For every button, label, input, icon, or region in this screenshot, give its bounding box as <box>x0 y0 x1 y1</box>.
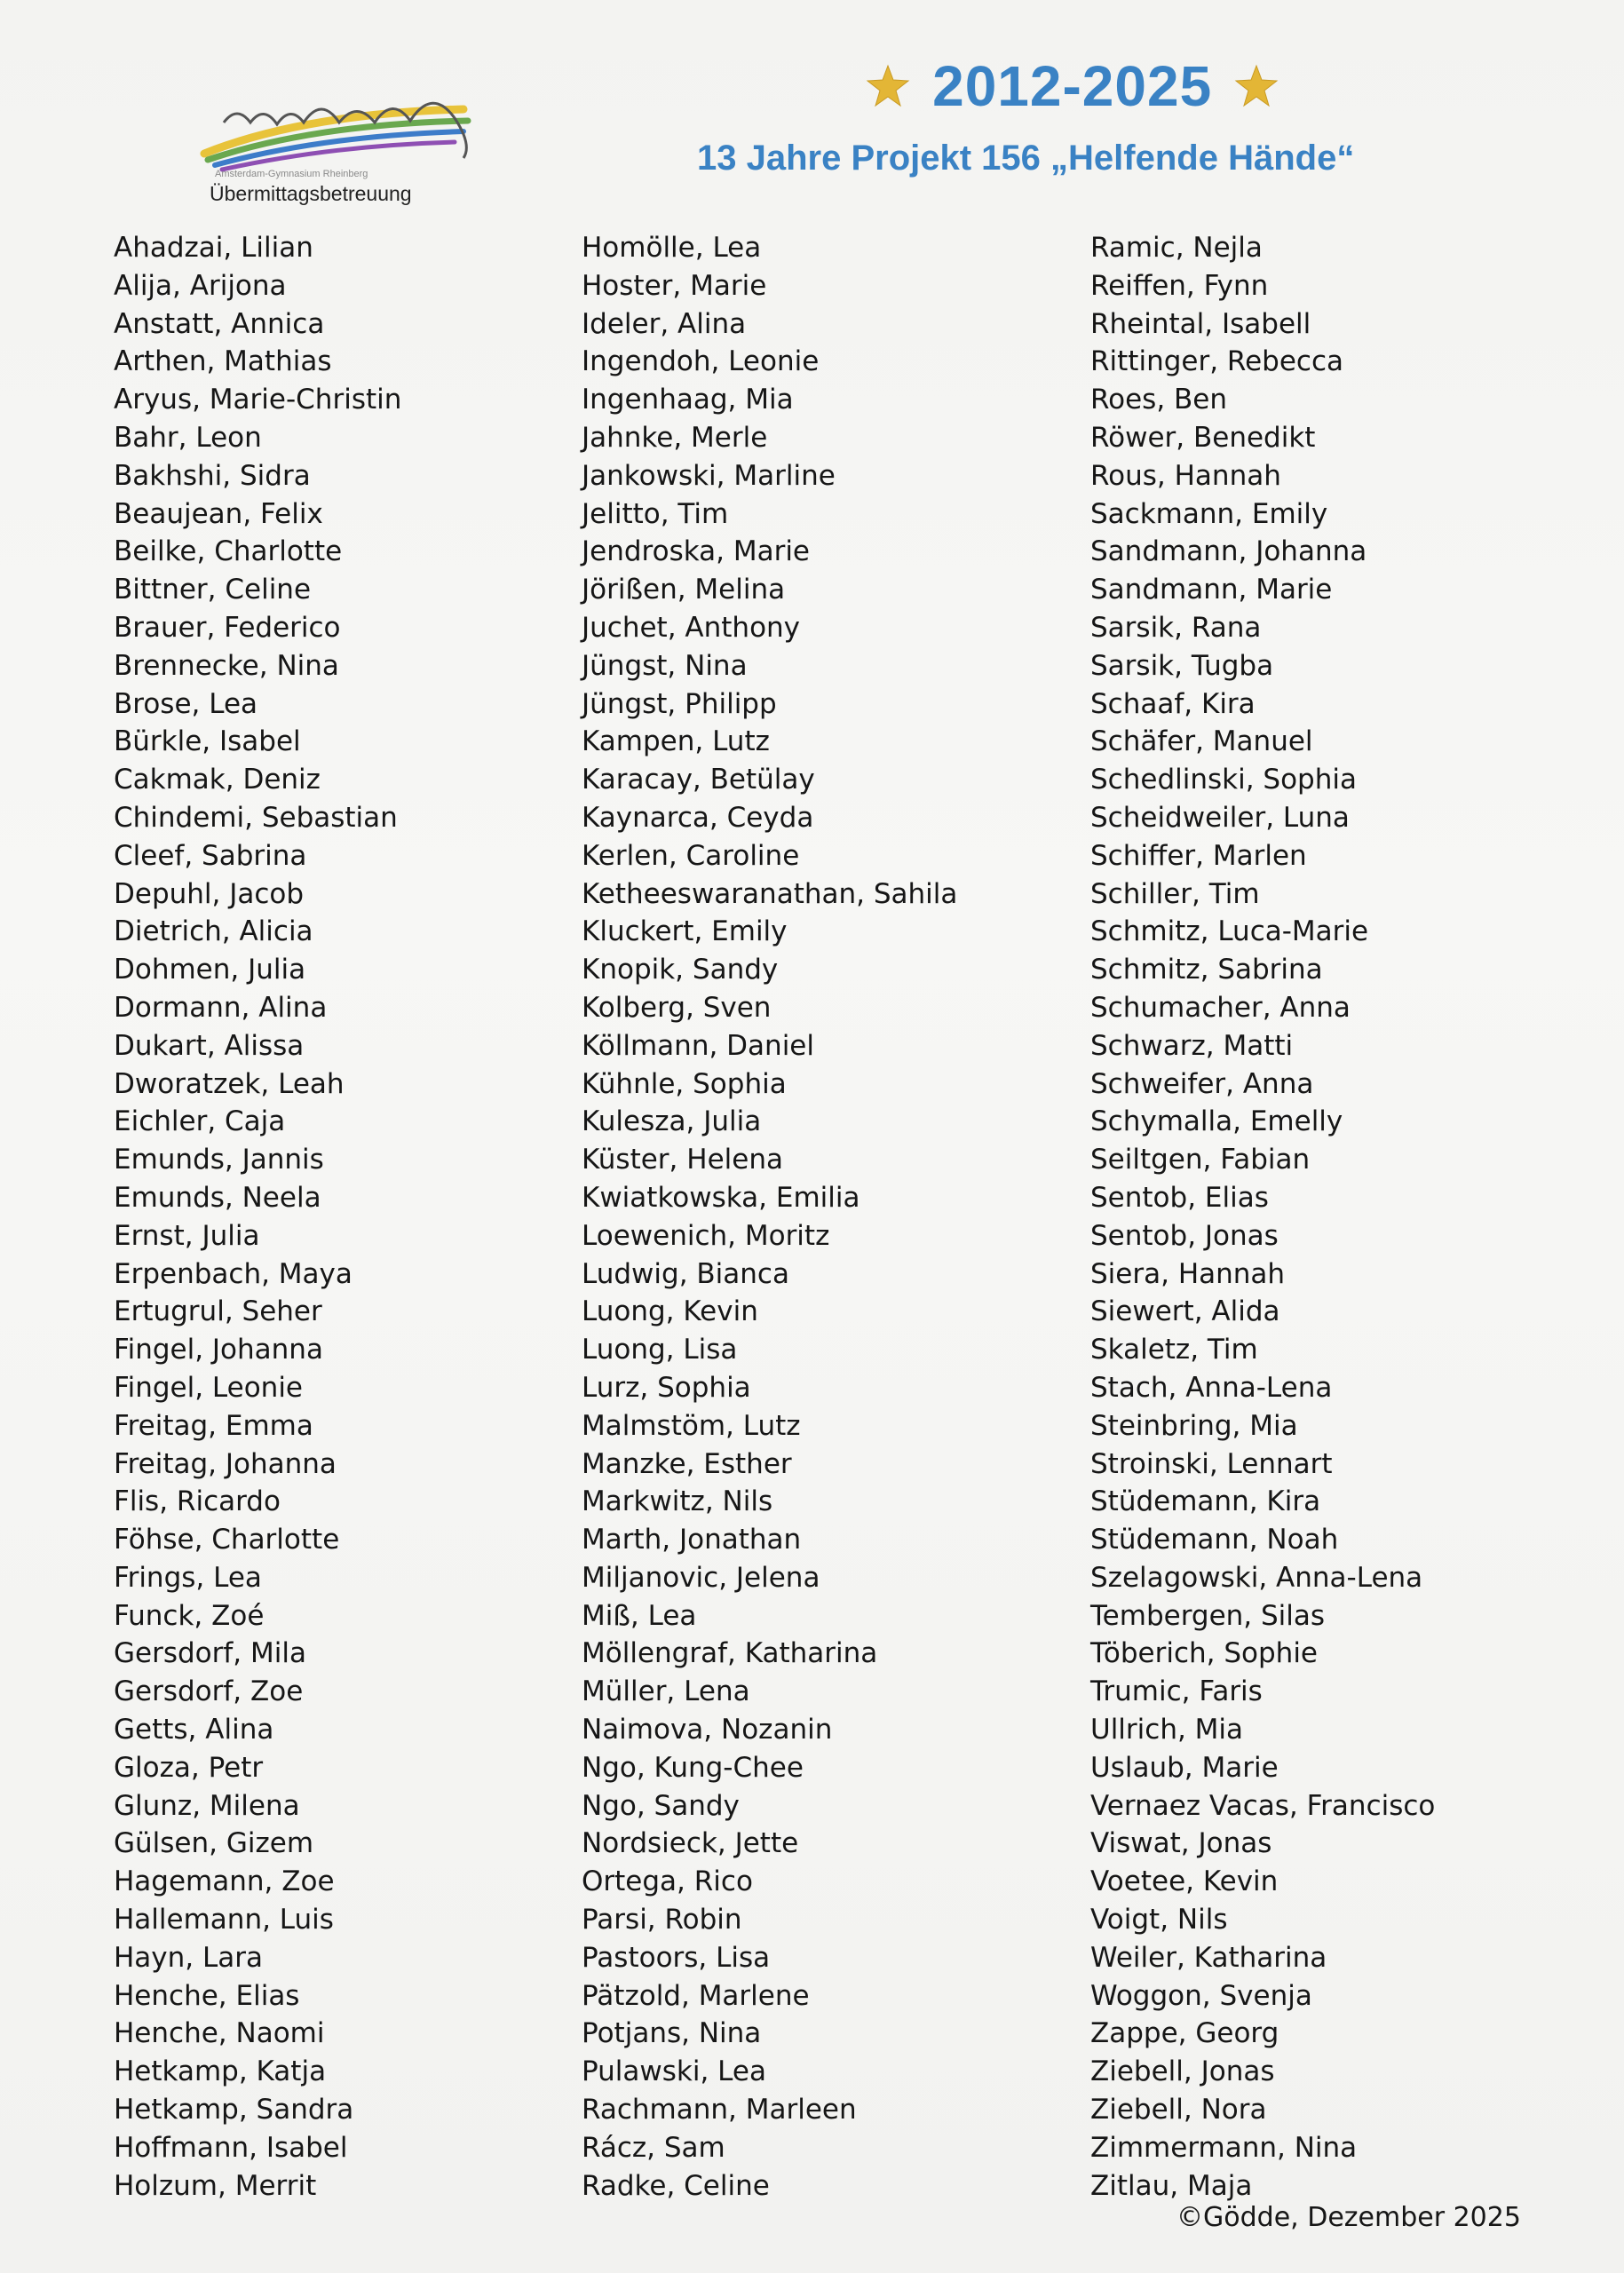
name-entry: Sentob, Elias <box>1090 1181 1269 1214</box>
name-entry: Dworatzek, Leah <box>114 1067 345 1100</box>
logo-subtitle: Übermittagsbetreuung <box>210 182 412 205</box>
name-entry: Jendroska, Marie <box>582 535 811 568</box>
copyright-footer: ©Gödde, Dezember 2025 <box>1176 2202 1521 2233</box>
name-entry: Brennecke, Nina <box>114 649 339 682</box>
name-entry: Kwiatkowska, Emilia <box>582 1181 860 1214</box>
name-entry: Markwitz, Nils <box>582 1485 773 1518</box>
name-entry: Henche, Elias <box>114 1979 300 2012</box>
name-entry: Schedlinski, Sophia <box>1090 764 1357 796</box>
name-entry: Rachmann, Marleen <box>582 2094 857 2126</box>
name-entry: Gloza, Petr <box>114 1751 264 1784</box>
name-entry: Möllengraf, Katharina <box>582 1637 878 1670</box>
name-entry: Arthen, Mathias <box>114 345 332 378</box>
name-entry: Beilke, Charlotte <box>114 535 343 568</box>
title-row <box>866 53 1279 133</box>
name-entry: Brose, Lea <box>114 687 258 720</box>
name-entry: Jankowski, Marline <box>582 459 836 492</box>
name-entry: Reiffen, Fynn <box>1090 269 1269 302</box>
page-subtitle: 13 Jahre Projekt 156 „Helfende Hände“ <box>697 139 1355 178</box>
name-entry: Stüdemann, Kira <box>1090 1485 1321 1518</box>
logo-school-name: Amsterdam-Gymnasium Rheinberg <box>215 169 368 179</box>
name-entry: Pastoors, Lisa <box>582 1941 771 1974</box>
name-entry: Miljanovic, Jelena <box>582 1561 820 1594</box>
name-entry: Gersdorf, Zoe <box>114 1675 304 1708</box>
name-entry: Köllmann, Daniel <box>582 1029 814 1062</box>
name-entry: Kulesza, Julia <box>582 1105 762 1138</box>
name-entry: Hetkamp, Sandra <box>114 2094 354 2126</box>
name-entry: Ortega, Rico <box>582 1865 753 1898</box>
name-entry: Chindemi, Sebastian <box>114 801 398 834</box>
name-entry: Kolberg, Sven <box>582 991 772 1024</box>
name-entry: Dohmen, Julia <box>114 954 306 986</box>
name-entry: Fingel, Leonie <box>114 1371 304 1404</box>
name-column-3 <box>1090 229 1435 2205</box>
page-header <box>675 53 1598 195</box>
name-entry: Schaaf, Kira <box>1090 687 1256 720</box>
name-entry: Tembergen, Silas <box>1090 1599 1326 1632</box>
name-entry: Föhse, Charlotte <box>114 1524 340 1556</box>
name-entry: Woggon, Svenja <box>1090 1979 1312 2012</box>
name-entry: Schiffer, Marlen <box>1090 839 1307 872</box>
name-entry: Ernst, Julia <box>114 1219 260 1252</box>
name-entry: Ngo, Kung-Chee <box>582 1751 804 1784</box>
star-icon <box>866 64 910 108</box>
name-entry: Gülsen, Gizem <box>114 1827 314 1860</box>
name-entry: Jörißen, Melina <box>582 574 786 606</box>
star-icon <box>1234 64 1279 108</box>
name-entry: Knopik, Sandy <box>582 954 779 986</box>
name-entry: Funck, Zoé <box>114 1599 265 1632</box>
name-entry: Ingendoh, Leonie <box>582 345 820 378</box>
name-column-2 <box>582 229 957 2205</box>
name-entry: Parsi, Robin <box>582 1904 742 1936</box>
name-entry: Ideler, Alina <box>582 307 747 340</box>
name-entry: Bittner, Celine <box>114 574 312 606</box>
name-entry: Luong, Kevin <box>582 1295 758 1328</box>
name-entry: Hayn, Lara <box>114 1941 264 1974</box>
name-entry: Miß, Lea <box>582 1599 697 1632</box>
name-entry: Cakmak, Deniz <box>114 764 321 796</box>
name-entry: Loewenich, Moritz <box>582 1219 830 1252</box>
name-entry: Dormann, Alina <box>114 991 328 1024</box>
name-entry: Bakhshi, Sidra <box>114 459 311 492</box>
name-entry: Manzke, Esther <box>582 1447 792 1480</box>
name-entry: Roes, Ben <box>1090 384 1228 416</box>
name-entry: Schwarz, Matti <box>1090 1029 1294 1062</box>
name-entry: Jelitto, Tim <box>582 497 729 530</box>
name-entry: Scheidweiler, Luna <box>1090 801 1350 834</box>
name-entry: Bürkle, Isabel <box>114 725 301 758</box>
name-entry: Schweifer, Anna <box>1090 1067 1314 1100</box>
name-entry: Dukart, Alissa <box>114 1029 305 1062</box>
name-entry: Ziebell, Jonas <box>1090 2055 1275 2088</box>
name-entry: Anstatt, Annica <box>114 307 325 340</box>
name-entry: Seiltgen, Fabian <box>1090 1144 1311 1176</box>
name-entry: Henche, Naomi <box>114 2017 325 2050</box>
name-entry: Glunz, Milena <box>114 1789 300 1822</box>
name-entry: Hagemann, Zoe <box>114 1865 335 1898</box>
name-entry: Voetee, Kevin <box>1090 1865 1279 1898</box>
name-entry: Rittinger, Rebecca <box>1090 345 1343 378</box>
name-entry: Ramic, Nejla <box>1090 232 1263 264</box>
name-entry: Erpenbach, Maya <box>114 1257 353 1290</box>
name-entry: Holzum, Merrit <box>114 2169 317 2202</box>
name-entry: Stüdemann, Noah <box>1090 1524 1339 1556</box>
name-entry: Schmitz, Sabrina <box>1090 954 1323 986</box>
name-entry: Vernaez Vacas, Francisco <box>1090 1789 1436 1822</box>
name-entry: Potjans, Nina <box>582 2017 762 2050</box>
name-entry: Ziebell, Nora <box>1090 2094 1267 2126</box>
name-entry: Rheintal, Isabell <box>1090 307 1311 340</box>
name-entry: Jüngst, Nina <box>582 649 748 682</box>
name-entry: Rácz, Sam <box>582 2131 725 2164</box>
name-entry: Kaynarca, Ceyda <box>582 801 814 834</box>
name-entry: Steinbring, Mia <box>1090 1409 1298 1442</box>
name-entry: Schmitz, Luca-Marie <box>1090 915 1369 948</box>
name-entry: Juchet, Anthony <box>582 611 801 644</box>
name-entry: Weiler, Katharina <box>1090 1941 1327 1974</box>
name-entry: Voigt, Nils <box>1090 1904 1228 1936</box>
name-entry: Malmstöm, Lutz <box>582 1409 801 1442</box>
name-entry: Rous, Hannah <box>1090 459 1281 492</box>
name-entry: Freitag, Johanna <box>114 1447 337 1480</box>
name-entry: Naimova, Nozanin <box>582 1714 833 1746</box>
name-entry: Fingel, Johanna <box>114 1334 323 1366</box>
name-entry: Schymalla, Emelly <box>1090 1105 1343 1138</box>
name-entry: Homölle, Lea <box>582 232 762 264</box>
name-entry: Ertugrul, Seher <box>114 1295 322 1328</box>
name-entry: Bahr, Leon <box>114 421 262 454</box>
name-entry: Gersdorf, Mila <box>114 1637 306 1670</box>
name-entry: Kampen, Lutz <box>582 725 770 758</box>
name-entry: Beaujean, Felix <box>114 497 323 530</box>
name-entry: Zappe, Georg <box>1090 2017 1279 2050</box>
name-entry: Jahnke, Merle <box>582 421 768 454</box>
name-entry: Ingenhaag, Mia <box>582 384 794 416</box>
name-entry: Hoster, Marie <box>582 269 767 302</box>
name-entry: Brauer, Federico <box>114 611 341 644</box>
name-entry: Aryus, Marie-Christin <box>114 384 402 416</box>
name-entry: Dietrich, Alicia <box>114 915 313 948</box>
name-entry: Hoffmann, Isabel <box>114 2131 348 2164</box>
name-entry: Töberich, Sophie <box>1090 1637 1319 1670</box>
name-entry: Depuhl, Jacob <box>114 877 305 910</box>
name-entry: Cleef, Sabrina <box>114 839 307 872</box>
name-entry: Trumic, Faris <box>1090 1675 1263 1708</box>
name-entry: Flis, Ricardo <box>114 1485 281 1518</box>
name-entry: Freitag, Emma <box>114 1409 313 1442</box>
name-entry: Sackmann, Emily <box>1090 497 1328 530</box>
name-entry: Emunds, Neela <box>114 1181 321 1214</box>
name-entry: Hallemann, Luis <box>114 1904 334 1936</box>
name-entry: Müller, Lena <box>582 1675 750 1708</box>
name-entry: Siera, Hannah <box>1090 1257 1286 1290</box>
name-entry: Kluckert, Emily <box>582 915 788 948</box>
name-entry: Röwer, Benedikt <box>1090 421 1316 454</box>
name-entry: Küster, Helena <box>582 1144 783 1176</box>
name-entry: Getts, Alina <box>114 1714 274 1746</box>
school-logo <box>197 69 490 216</box>
name-entry: Siewert, Alida <box>1090 1295 1280 1328</box>
page-title: 2012-2025 <box>932 54 1213 118</box>
name-entry: Sandmann, Marie <box>1090 574 1333 606</box>
name-entry: Schiller, Tim <box>1090 877 1260 910</box>
name-entry: Karacay, Betülay <box>582 764 815 796</box>
name-entry: Luong, Lisa <box>582 1334 738 1366</box>
name-entry: Sarsik, Tugba <box>1090 649 1274 682</box>
logo-graphic <box>197 69 490 180</box>
name-entry: Sarsik, Rana <box>1090 611 1262 644</box>
name-entry: Zitlau, Maja <box>1090 2169 1253 2202</box>
name-entry: Ahadzai, Lilian <box>114 232 313 264</box>
name-entry: Eichler, Caja <box>114 1105 286 1138</box>
name-entry: Skaletz, Tim <box>1090 1334 1258 1366</box>
name-entry: Zimmermann, Nina <box>1090 2131 1358 2164</box>
name-entry: Sandmann, Johanna <box>1090 535 1367 568</box>
name-entry: Hetkamp, Katja <box>114 2055 327 2088</box>
name-entry: Schäfer, Manuel <box>1090 725 1313 758</box>
name-entry: Schumacher, Anna <box>1090 991 1351 1024</box>
name-entry: Emunds, Jannis <box>114 1144 324 1176</box>
name-entry: Frings, Lea <box>114 1561 262 1594</box>
name-entry: Radke, Celine <box>582 2169 770 2202</box>
name-entry: Kühnle, Sophia <box>582 1067 787 1100</box>
name-entry: Sentob, Jonas <box>1090 1219 1279 1252</box>
name-entry: Marth, Jonathan <box>582 1524 802 1556</box>
name-entry: Szelagowski, Anna-Lena <box>1090 1561 1423 1594</box>
name-entry: Stroinski, Lennart <box>1090 1447 1333 1480</box>
name-entry: Lurz, Sophia <box>582 1371 751 1404</box>
name-entry: Pulawski, Lea <box>582 2055 766 2088</box>
name-entry: Kerlen, Caroline <box>582 839 800 872</box>
name-column-1 <box>114 229 401 2205</box>
name-entry: Nordsieck, Jette <box>582 1827 799 1860</box>
name-entry: Ketheeswaranathan, Sahila <box>582 877 958 910</box>
name-entry: Uslaub, Marie <box>1090 1751 1279 1784</box>
name-entry: Jüngst, Philipp <box>582 687 777 720</box>
name-entry: Pätzold, Marlene <box>582 1979 810 2012</box>
name-entry: Ludwig, Bianca <box>582 1257 789 1290</box>
name-entry: Stach, Anna-Lena <box>1090 1371 1333 1404</box>
name-entry: Ngo, Sandy <box>582 1789 740 1822</box>
name-entry: Alija, Arijona <box>114 269 287 302</box>
name-entry: Viswat, Jonas <box>1090 1827 1272 1860</box>
name-entry: Ullrich, Mia <box>1090 1714 1244 1746</box>
